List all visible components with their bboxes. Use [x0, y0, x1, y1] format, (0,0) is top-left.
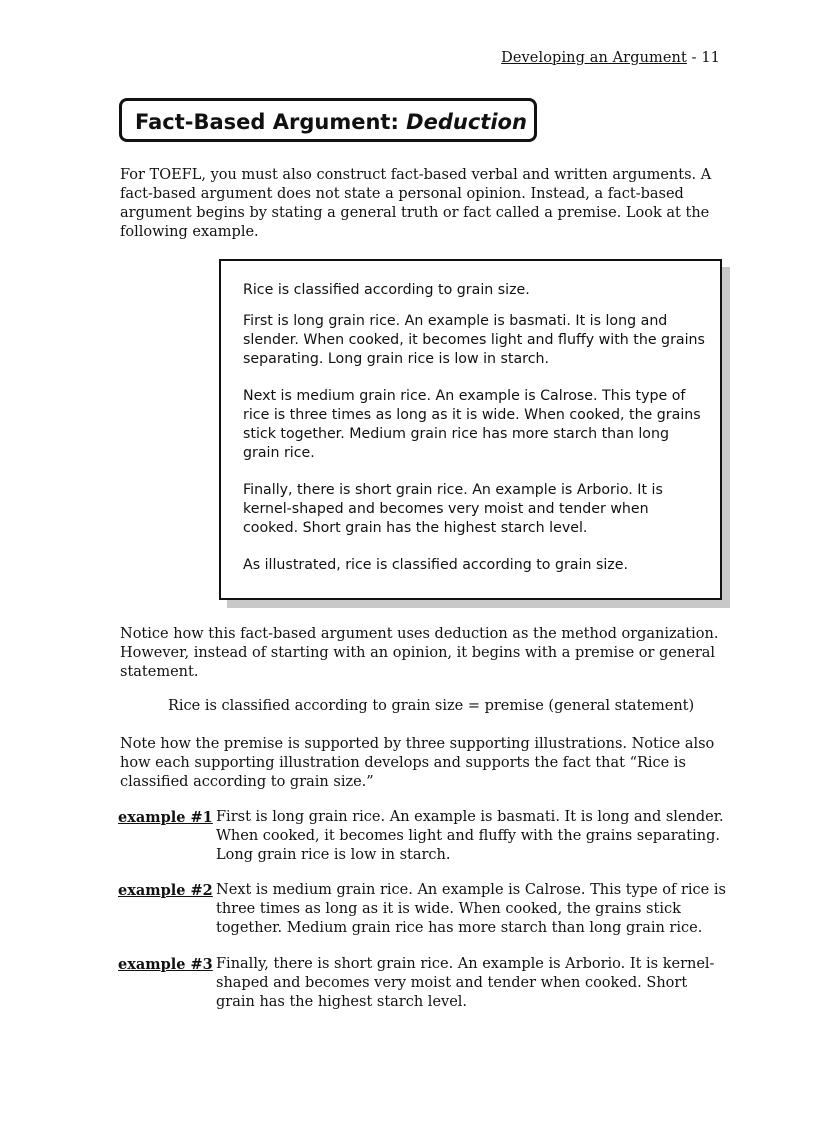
page-number: 11 [701, 50, 720, 66]
premise-equation: Rice is classified according to grain size = premise (general statement) [168, 698, 695, 714]
example-label: example #3 [118, 956, 213, 973]
example-box-conclusion: As illustrated, rice is classified according to grain size. [243, 557, 628, 573]
example-box [219, 259, 722, 600]
example-box-paragraph: First is long grain rice. An example is basmati. It is long and slender. When cooked, it becomes light and fluffy with the grains separating. Long grain rice is low in starch. [243, 313, 705, 367]
example-label: example #1 [118, 809, 213, 826]
example-text: Next is medium grain rice. An example is Calrose. This type of rice is three times as long as it is wide. When cooked, the grains stick together. Medium grain rice has more starch than long grain rice. [216, 882, 726, 936]
example-box-paragraph: Finally, there is short grain rice. An example is Arborio. It is kernel-shaped and becomes very moist and tender when cooked. Short grain has the highest starch level. [243, 482, 663, 536]
header-separator: - [686, 50, 702, 66]
notice-paragraph: Notice how this fact-based argument uses deduction as the method organization. However, instead of starting with an opinion, it begins with a premise or general statement. [120, 626, 719, 680]
section-title-emphasis: Deduction [406, 110, 527, 134]
intro-paragraph: For TOEFL, you must also construct fact-based verbal and written arguments. A fact-based argument does not state a personal opinion. Instead, a fact-based argument begins by stating a general truth or fact called a premise. Look at the following example. [120, 167, 712, 240]
section-title-main: Fact-Based Argument: [135, 110, 407, 134]
example-box-paragraph: Next is medium grain rice. An example is Calrose. This type of rice is three times as long as it is wide. When cooked, the grains stick together. Medium grain rice has more starch than long grain rice. [243, 388, 701, 461]
example-text: Finally, there is short grain rice. An example is Arborio. It is kernel-shaped and becomes very moist and tender when cooked. Short grain has the highest starch level. [216, 956, 715, 1010]
example-label: example #2 [118, 882, 213, 899]
section-title [119, 98, 537, 142]
page-header [501, 50, 720, 66]
header-title: Developing an Argument [501, 50, 687, 66]
note-paragraph: Note how the premise is supported by three supporting illustrations. Notice also how each supporting illustration develops and supports the fact that “Rice is classified according to grain size.” [120, 736, 715, 790]
example-text: First is long grain rice. An example is basmati. It is long and slender. When cooked, it becomes light and fluffy with the grains separating. Long grain rice is low in starch. [216, 809, 724, 863]
example-box-premise: Rice is classified according to grain size. [243, 282, 530, 298]
